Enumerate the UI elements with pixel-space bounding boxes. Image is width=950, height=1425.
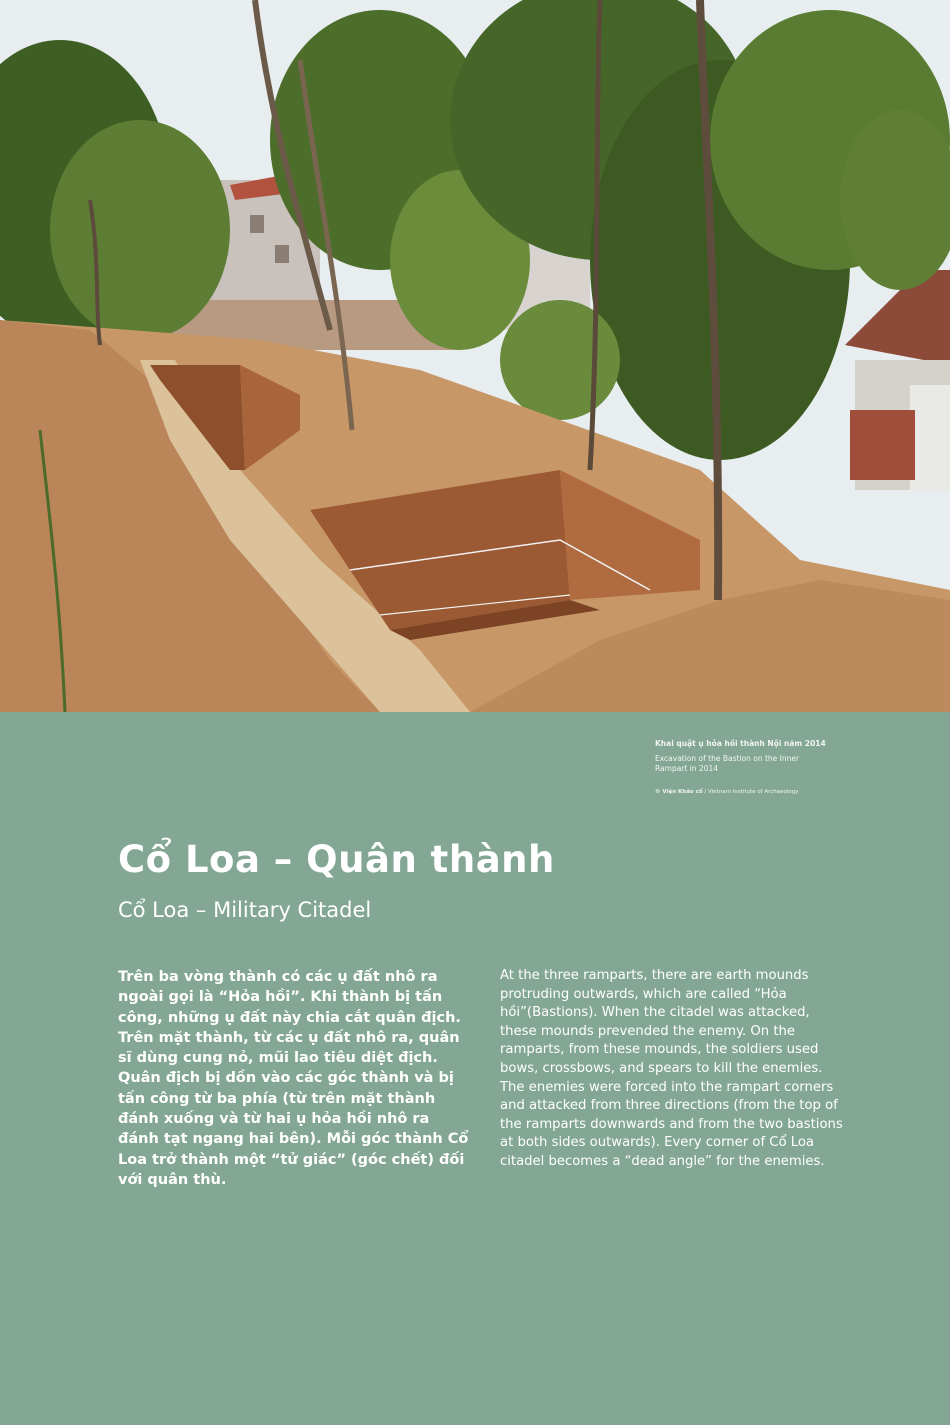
photo-credit xyxy=(655,788,855,796)
page-subtitle: Cổ Loa – Military Citadel xyxy=(118,898,372,922)
excavation-photo xyxy=(0,0,950,712)
body-text-vietnamese: Trên ba vòng thành có các ụ đất nhô ra ngoài gọi là “Hỏa hồi”. Khi thành bị tấn công, những ụ đất này chia cắt quân địch. Trên mặt thành, từ các ụ đất nhô ra, quân sĩ dùng cung nỏ, mũi lao tiêu diệt địch. Quân địch bị dồn vào các góc thành và bị tấn công từ ba phía (từ trên mặt thành đánh xuống và từ hai ụ hỏa hồi nhô ra đánh tạt ngang hai bên). Mỗi góc thành Cổ Loa trở thành một “tử giác” (góc chết) đối với quân thù. xyxy=(118,969,469,1188)
page-title: Cổ Loa – Quân thành xyxy=(118,838,555,881)
caption-english: Excavation of the Bastion on the Inner Rampart in 2014 xyxy=(655,754,800,773)
caption-vietnamese: Khai quật ụ hỏa hồi thành Nội năm 2014 xyxy=(655,739,826,748)
photo-caption xyxy=(655,739,855,796)
credit-separator: / xyxy=(702,789,709,795)
credit-org-english: Vietnam Institute of Archaeology xyxy=(708,789,799,795)
credit-org-vietnamese: © Viện Khảo cổ xyxy=(655,789,703,795)
body-text-english: At the three ramparts, there are earth mounds protruding outwards, which are called “Hỏa hồi”(Bastions). When the citadel was attacked, these mounds prevended the enemy. On the ramparts, from these mounds, the soldiers used bows, crossbows, and spears to kill the enemies. The enemies were forced into the rampart corners and attacked from three directions (from the top of the ramparts downwards and from the two bastions at both sides outwards). Every corner of Cổ Loa citadel becomes a “dead angle” for the enemies. xyxy=(500,968,843,1169)
